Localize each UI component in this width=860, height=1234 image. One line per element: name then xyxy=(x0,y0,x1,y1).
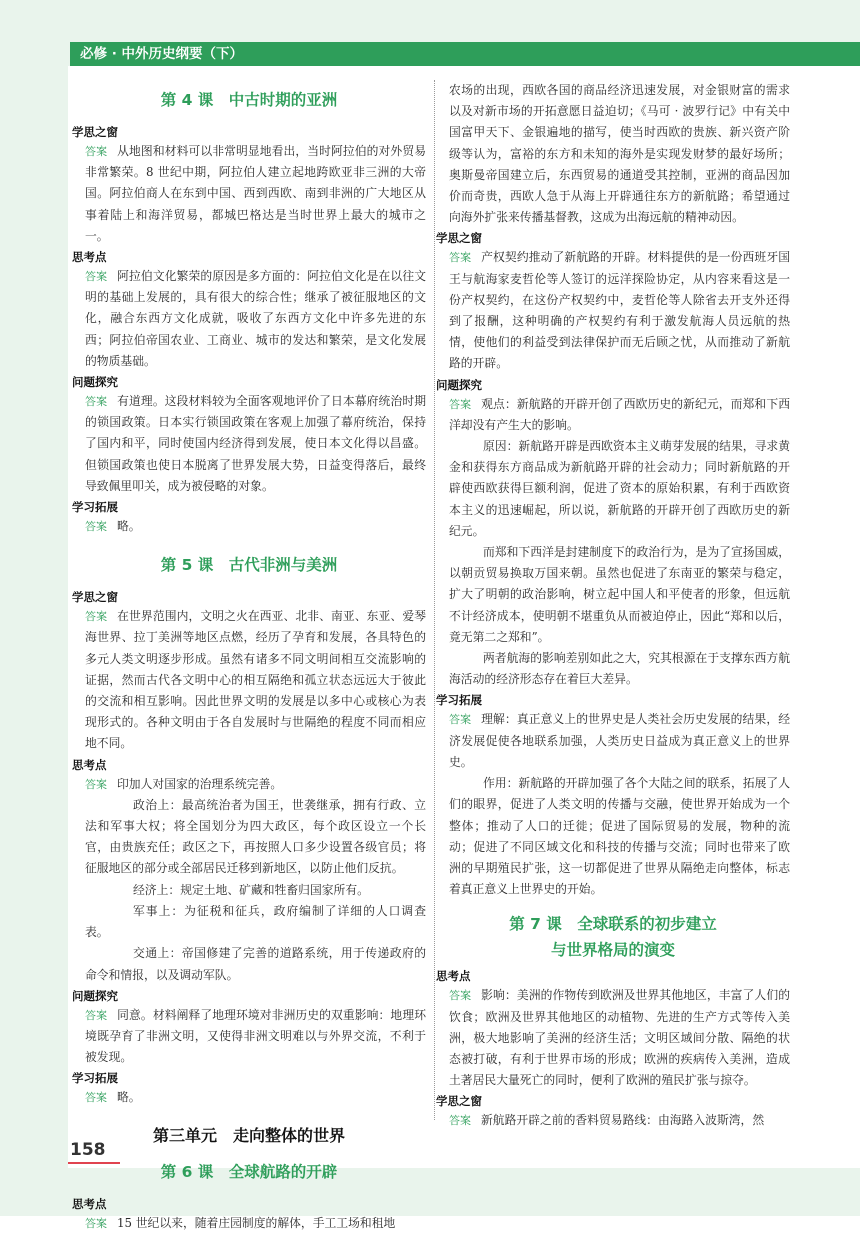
section-heading: 学习拓展 xyxy=(436,693,482,708)
section-heading: 问题探究 xyxy=(436,377,482,392)
answer-tag: 答案 xyxy=(449,713,472,727)
body-paragraph: 交通上：帝国修建了完善的道路系统，用于传递政府的命令和情报，以及调动军队。 xyxy=(85,946,426,982)
lesson-7-title-line2: 与世界格局的演变 xyxy=(550,941,675,960)
body-paragraph: 政治上：最高统治者为国王，世袭继承，拥有行政、立法和军事大权；将全国划分为四大政区，每个政区设立一个长官，由贵族充任；政区之下，再按照人口多少设置各级官员；将征服地区的部分或全部居民迁移到新地区，以防止他们反抗。 xyxy=(85,797,426,876)
body-paragraph: 经济上：规定土地、矿藏和牲畜归国家所有。 xyxy=(133,882,369,897)
right-column xyxy=(436,80,790,1132)
answer-tag: 答案 xyxy=(85,1091,107,1105)
body-paragraph: 军事上：为征税和征兵，政府编制了详细的人口调查表。 xyxy=(85,903,426,940)
answer-paragraph: 答案 略。 xyxy=(85,1090,141,1105)
unit-3-title: 第三单元 走向整体的世界 xyxy=(152,1125,345,1145)
answer-tag: 答案 xyxy=(85,520,107,534)
answer-tag: 答案 xyxy=(85,610,108,624)
answer-tag: 答案 xyxy=(449,397,472,411)
section-heading: 学习拓展 xyxy=(72,1071,118,1086)
section-heading: 学思之窗 xyxy=(436,231,482,246)
section-heading: 思考点 xyxy=(436,969,471,984)
answer-tag: 答案 xyxy=(85,145,108,158)
section-heading: 问题探究 xyxy=(72,988,118,1003)
answer-paragraph: 答案 产权契约推动了新航路的开辟。材料提供的是一份西班牙国王与航海家麦哲伦等人签订的远洋探险协定，从内容来看这是一份产权契约，在这份产权契约中，麦哲伦等人除省去开支外还得到了报酬，这种明确的产权契约有利于激发航海人员远航的热情，使他们的利益受到法律保护而无后顾之忧，从而推动了新航路的开辟。 xyxy=(449,250,790,371)
section-heading: 学思之窗 xyxy=(72,590,118,605)
answer-paragraph: 答案 观点：新航路的开辟开创了西欧历史的新纪元，而郑和下西洋却没有产生大的影响。 xyxy=(449,396,790,432)
answer-tag: 答案 xyxy=(85,270,108,284)
lesson-4-title: 第 4 课 中古时期的亚洲 xyxy=(160,91,338,109)
section-heading: 问题探究 xyxy=(72,375,118,390)
answer-tag: 答案 xyxy=(85,1216,107,1230)
body-paragraph: 作用：新航路的开辟加强了各个大陆之间的联系，拓展了人们的眼界，促进了人类文明的传播与交融，使世界开始成为一个整体；推动了人口的迁徙；促进了国际贸易的发展，物种的流动；促进了不同区域文化和科技的传播与交流；同时也带来了欧洲的早期殖民扩张，这一切都促进了世界从隔绝走向整体，标志着真正意义上世界史的开始。 xyxy=(449,776,790,897)
body-paragraph: 两者航海的影响差别如此之大，究其根源在于支撑东西方航海活动的经济形态存在着巨大差异。 xyxy=(449,651,790,687)
page-number: 158 xyxy=(70,1140,106,1160)
section-heading: 学思之窗 xyxy=(436,1094,482,1109)
answer-paragraph: 答案 略。 xyxy=(85,519,141,534)
section-heading: 思考点 xyxy=(72,1196,107,1211)
lesson-5-title: 第 5 课 古代非洲与美洲 xyxy=(160,556,338,575)
left-column xyxy=(72,84,426,1234)
answer-tag: 答案 xyxy=(449,1114,471,1128)
column-divider xyxy=(434,80,435,1120)
body-paragraph: 而郑和下西洋是封建制度下的政治行为，是为了宣扬国威，以朝贡贸易换取万国来朝。虽然也促进了东南亚的繁荣与稳定，扩大了明朝的政治影响，树立起中国人和平使者的形象，但远航不计经济成本，使明朝不堪重负从而被迫停止，因此“郑和以后，竟无第二之郑和”。 xyxy=(449,545,790,644)
answer-paragraph: 答案 15 世纪以来，随着庄园制度的解体，手工工场和租地 xyxy=(85,1215,396,1230)
lesson-6-title: 第 6 课 全球航路的开辟 xyxy=(160,1162,338,1181)
answer-paragraph: 答案 印加人对国家的治理系统完善。 xyxy=(85,776,283,791)
answer-tag: 答案 xyxy=(449,251,472,265)
answer-paragraph: 答案 新航路开辟之前的香料贸易路线：由海路入波斯湾，然 xyxy=(449,1113,765,1128)
section-heading: 学思之窗 xyxy=(72,125,118,139)
section-heading: 思考点 xyxy=(72,250,107,265)
body-paragraph: 农场的出现，西欧各国的商品经济迅速发展，对金银财富的需求以及对新市场的开拓意愿日益迫切；《马可 · 波罗行记》中有关中国富甲天下、金银遍地的描写，使当时西欧的贵族、新兴资产阶级等认为，富裕的东方和未知的海外是实现发财梦的最好场所；奥斯曼帝国建立后，东西贸易的通道受其控制，亚洲的商品因加价而奇贵，西欧人急于从海上开辟通往东方的新航路；希望通过向海外扩张来传播基督教，这成为出海远航的精神动因。 xyxy=(449,83,790,225)
answer-paragraph: 答案 理解：真正意义上的世界史是人类社会历史发展的结果，经济发展促使各地联系加强，人类历史日益成为真正意义上的世界史。 xyxy=(449,712,790,769)
answer-tag: 答案 xyxy=(449,989,472,1003)
section-heading: 思考点 xyxy=(72,757,107,772)
book-header: 必修 · 中外历史纲要（下） xyxy=(70,42,860,66)
answer-paragraph: 答案 同意。材料阐释了地理环境对非洲历史的双重影响：地理环境既孕育了非洲文明，又使得非洲文明难以与外界交流，不利于被发现。 xyxy=(85,1007,426,1065)
page-number-underline xyxy=(68,1162,120,1164)
answer-tag: 答案 xyxy=(85,777,107,791)
section-heading: 学习拓展 xyxy=(72,500,118,515)
answer-paragraph: 答案 在世界范围内，文明之火在西亚、北非、南亚、东亚、爱琴海世界、拉丁美洲等地区点燃，经历了孕育和发展，各具特色的多元人类文明逐步形成。虽然有诸多不同文明间相互交流影响的证据，然而古代各文明中心的相互隔绝和孤立状态远远大于彼此的交流和相互影响。因此世界文明的发展是以多中心或核心为表现形式的。各种文明由于各自发展时与世隔绝的程度不同而相应地不同。 xyxy=(85,609,426,751)
body-paragraph: 原因：新航路开辟是西欧资本主义萌芽发展的结果，寻求黄金和获得东方商品成为新航路开辟的社会动力；同时新航路的开辟使西欧获得巨额利润，促进了资本的原始积累，有利于西欧资本主义的迅速崛起，所以说，新航路的开辟开创了西欧历史的新纪元。 xyxy=(449,439,790,538)
lesson-7-title-line1: 第 7 课 全球联系的初步建立 xyxy=(509,915,717,934)
left-margin-strip xyxy=(0,40,68,1168)
answer-paragraph: 答案 影响：美洲的作物传到欧洲及世界其他地区，丰富了人们的饮食；欧洲及世界其他地区的动植物、先进的生产方式等传入美洲，极大地影响了美洲的经济生活；文明区域间分散、隔绝的状态被打破，有利于世界市场的形成；欧洲的疾病传入美洲，造成土著居民大量死亡的同时，便利了欧洲的殖民扩张与掠夺。 xyxy=(449,988,790,1088)
answer-paragraph: 答案 阿拉伯文化繁荣的原因是多方面的：阿拉伯文化是在以往文明的基础上发展的，具有很大的综合性；继承了被征服地区的文化，融合东西方文化成就，吸收了东西方文化中许多先进的东西；阿拉伯帝国农业、工商业、城市的发达和繁荣，是文化发展的物质基础。 xyxy=(85,269,426,368)
answer-paragraph: 答案 有道理。这段材料较为全面客观地评价了日本幕府统治时期的锁国政策。日本实行锁国政策在客观上加强了幕府统治，保持了国内和平，同时使国内经济得到发展，使日本文化得以昌盛。但锁国政策也使日本脱离了世界发展大势，日益变得落后，最终导致佩里叩关，成为被侵略的对象。 xyxy=(85,394,426,493)
answer-tag: 答案 xyxy=(85,1008,108,1022)
answer-tag: 答案 xyxy=(85,395,108,409)
answer-paragraph: 答案 从地图和材料可以非常明显地看出，当时阿拉伯的对外贸易非常繁荣。8 世纪中期，阿拉伯人建立起地跨欧亚非三洲的大帝国。阿拉伯商人在东到中国、西到西欧、南到非洲的广大地区从事着陆上和海洋贸易，都城巴格达是当时世界上最大的城市之一。 xyxy=(85,144,426,243)
page-body xyxy=(68,66,860,1230)
